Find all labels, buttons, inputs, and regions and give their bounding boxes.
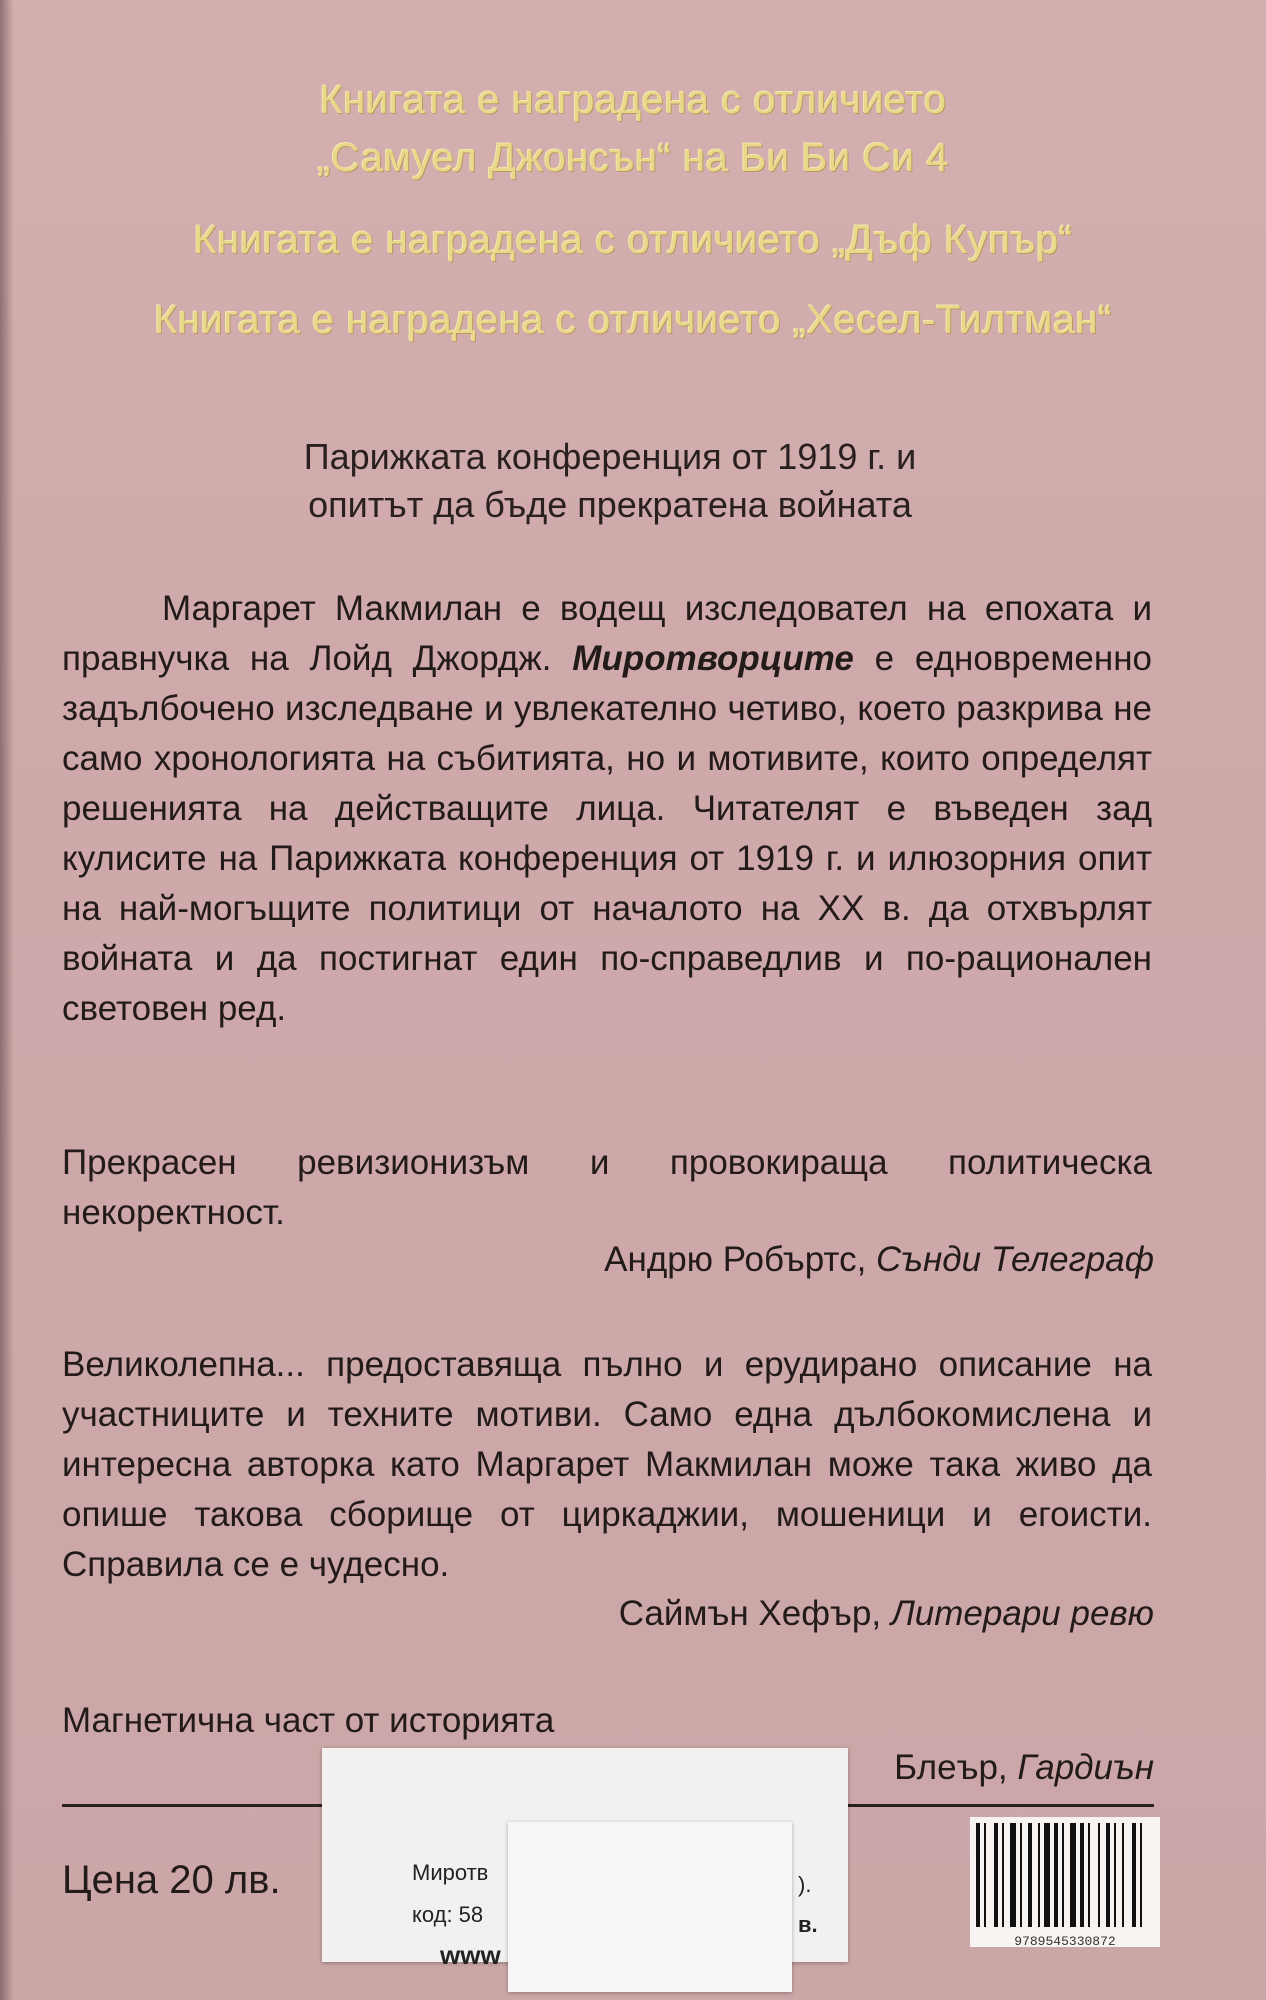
- description-paragraph: [62, 584, 1152, 1034]
- award-line-1: Книгата е наградена с отличието: [319, 78, 947, 122]
- quote-3-attribution: [894, 1748, 1154, 1788]
- overlay-sticker: [508, 1822, 792, 1992]
- description-text-after: е едновременно задълбочено изследване и увлекателно четиво, което разкрива не само хронологията на събитията, но и мотивите, които определят решенията на действащите лица. Читателят е въведен зад кулисите на Парижката конференция от 1919 г. и илюзорния опит на най-могъщите политици от началото на XX в. да отхвърлят войната и да постигнат един по-справедлив и по-рационален световен ред.: [62, 639, 1152, 1028]
- subtitle-line-2: опитът да бъде прекратена войната: [308, 484, 912, 525]
- quote-1-text: Прекрасен ревизионизъм и провокираща политическа некоректност.: [62, 1143, 1152, 1232]
- barcode-bars: [970, 1817, 1160, 1935]
- quote-2-source: Литерари ревю: [890, 1594, 1154, 1633]
- subtitle-line-1: Парижката конференция от 1919 г. и: [303, 436, 917, 477]
- award-line-4: Книгата е наградена с отличието „Хесел-Тилтман“: [154, 298, 1112, 342]
- quote-2-attribution: [619, 1594, 1154, 1634]
- barcode-digits: 9789545330872: [1014, 1934, 1116, 1949]
- sticker-fragment-2: в.: [798, 1912, 818, 1937]
- quote-2-text: Великолепна... предоставяща пълно и ерудирано описание на участниците и техните мотиви. Само една дълбокомислена и интересна авторка като Маргарет Макмилан може така живо да опише такова сборище от циркаджии, мошеници и егоисти. Справила се е чудесно.: [62, 1345, 1152, 1584]
- quote-3-source: Гардиън: [1017, 1748, 1154, 1787]
- sticker-line-2: код: 58: [412, 1902, 484, 1927]
- quote-3-author: Блеър,: [894, 1748, 1018, 1787]
- description-text-before: Маргарет Макмилан е водещ изследовател на епохата и правнучка на Лойд Джордж.: [62, 589, 1152, 678]
- price: Цена 20 лв.: [62, 1858, 281, 1902]
- sticker-line-3: www: [440, 1940, 501, 1970]
- award-line-3: Книгата е наградена с отличието „Дъф Купър“: [193, 218, 1073, 262]
- quote-3-text: Магнетична част от историята: [62, 1701, 555, 1740]
- book-title: Миротворците: [572, 639, 854, 678]
- quote-2-author: Саймън Хефър,: [618, 1594, 891, 1633]
- quote-1-author: Андрю Робъртс,: [604, 1240, 877, 1279]
- award-line-2: „Самуел Джонсън“ на Би Би Си 4: [317, 136, 949, 180]
- quote-1-attribution: [604, 1240, 1154, 1280]
- sticker-line-1: Миротв: [412, 1860, 489, 1885]
- barcode: [970, 1817, 1160, 1947]
- sticker-fragment-1: ).: [798, 1872, 812, 1897]
- quote-1-source: Сънди Телеграф: [876, 1240, 1154, 1279]
